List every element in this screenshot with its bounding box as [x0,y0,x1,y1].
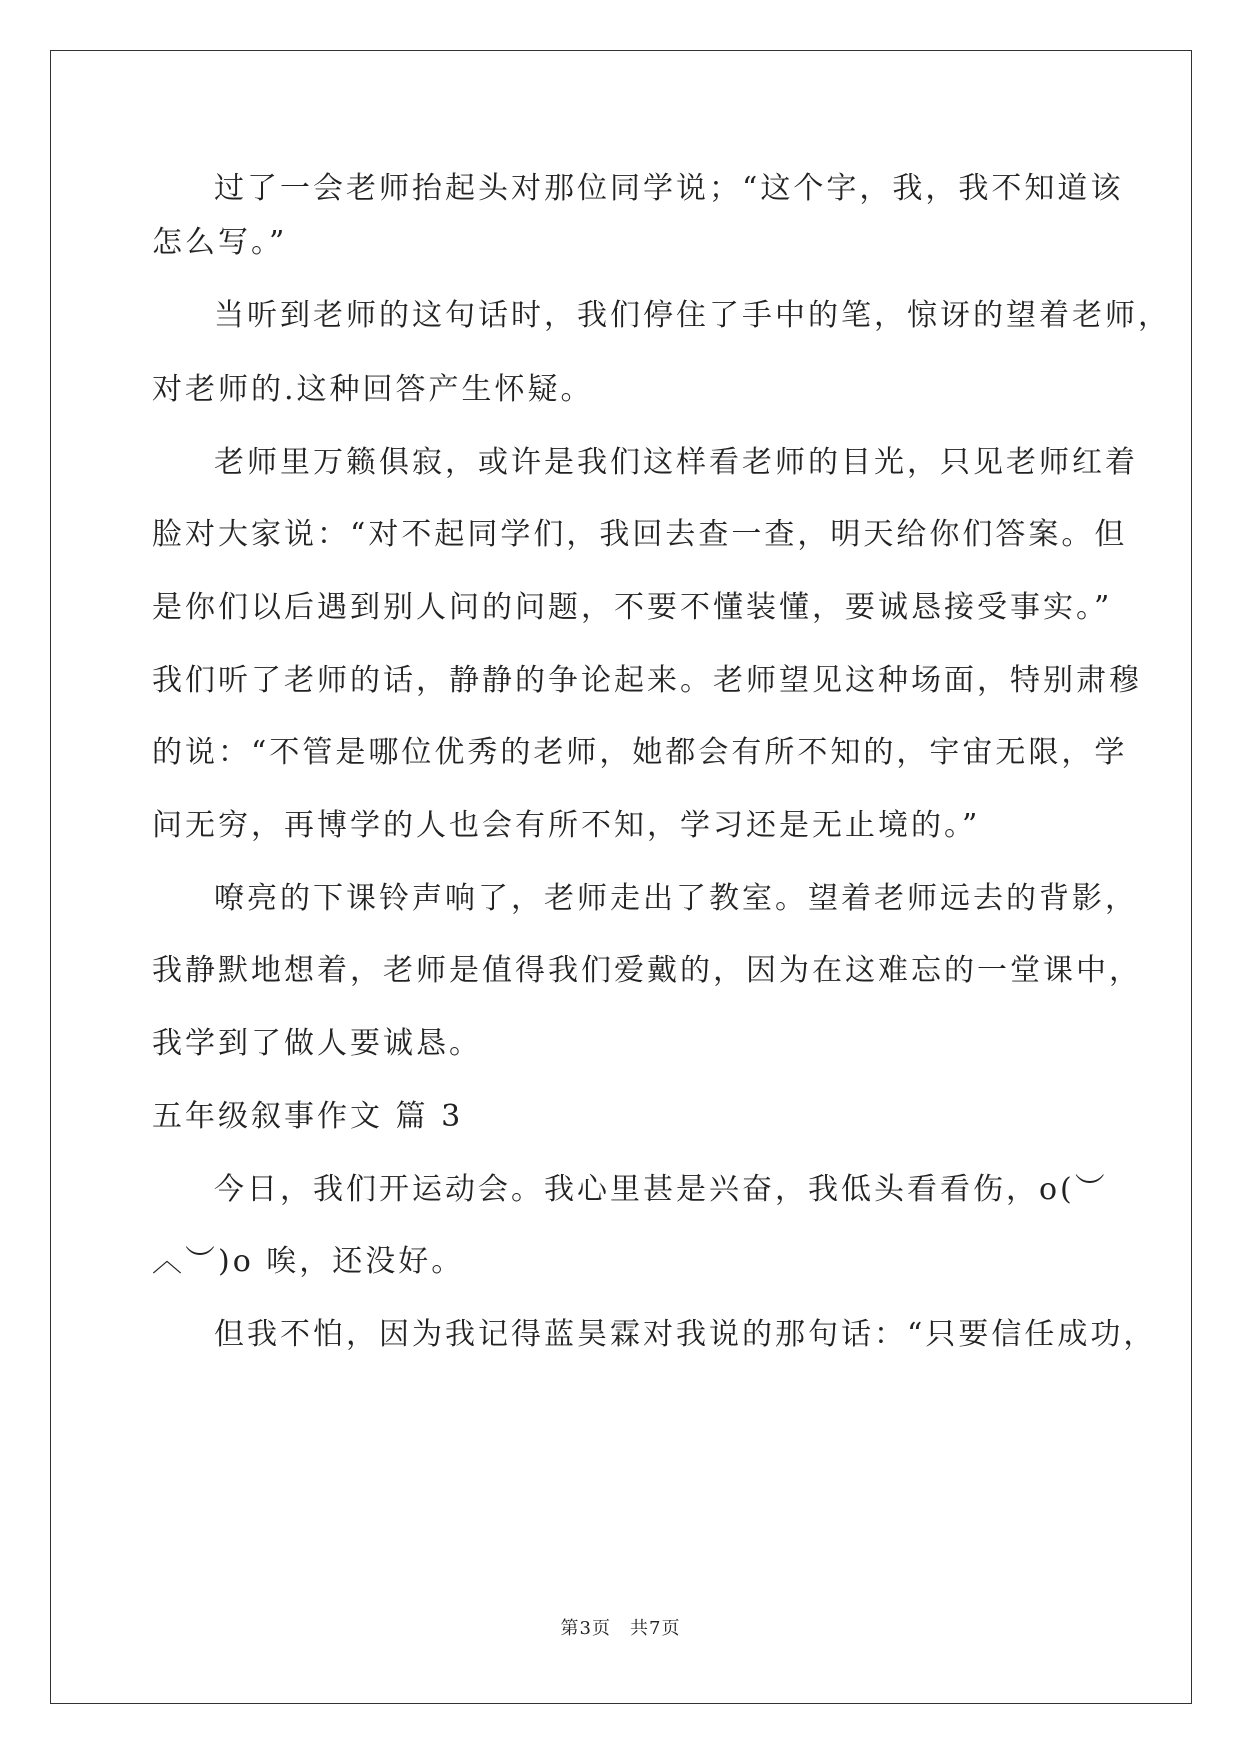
paragraph-line: 今日，我们开运动会。我心里甚是兴奋，我低头看看伤，o(︶ [214,1172,1108,1207]
paragraph-line: 但我不怕，因为我记得蓝昊霖对我说的那句话：“只要信任成功， [214,1317,1157,1352]
paragraph-line: 问无穷，再博学的人也会有所不知，学习还是无止境的。” [152,808,981,843]
paragraph-line: 是你们以后遇到别人问的问题，不要不懂装懂，要诚恳接受事实。” [152,590,1113,625]
paragraph-line: 当听到老师的这句话时，我们停住了手中的笔，惊讶的望着老师， [214,298,1171,333]
paragraph-line: 的说：“不管是哪位优秀的老师，她都会有所不知的，宇宙无限，学 [152,735,1128,770]
paragraph-line: ︿︶)o 唉，还没好。 [152,1244,465,1279]
paragraph-line: 我静默地想着，老师是值得我们爱戴的，因为在这难忘的一堂课中， [152,953,1142,988]
paragraph-line: 对老师的.这种回答产生怀疑。 [152,372,594,407]
paragraph-line: 嘹亮的下课铃声响了，老师走出了教室。望着老师远去的背影， [214,881,1138,916]
paragraph-line: 我学到了做人要诚恳。 [152,1026,482,1061]
paragraph-line: 怎么写。” [152,225,288,260]
paragraph-line: 我们听了老师的话，静静的争论起来。老师望见这种场面，特别肃穆 [152,663,1142,698]
section-heading: 五年级叙事作文 篇 3 [152,1099,464,1134]
page-number-footer: 第3页 共7页 [560,1618,681,1639]
paragraph-line: 老师里万籁俱寂，或许是我们这样看老师的目光，只见老师红着 [214,445,1138,480]
paragraph-line: 过了一会老师抬起头对那位同学说；“这个字，我，我不知道该 [214,171,1124,206]
paragraph-line: 脸对大家说：“对不起同学们，我回去查一查，明天给你们答案。但 [152,517,1128,552]
